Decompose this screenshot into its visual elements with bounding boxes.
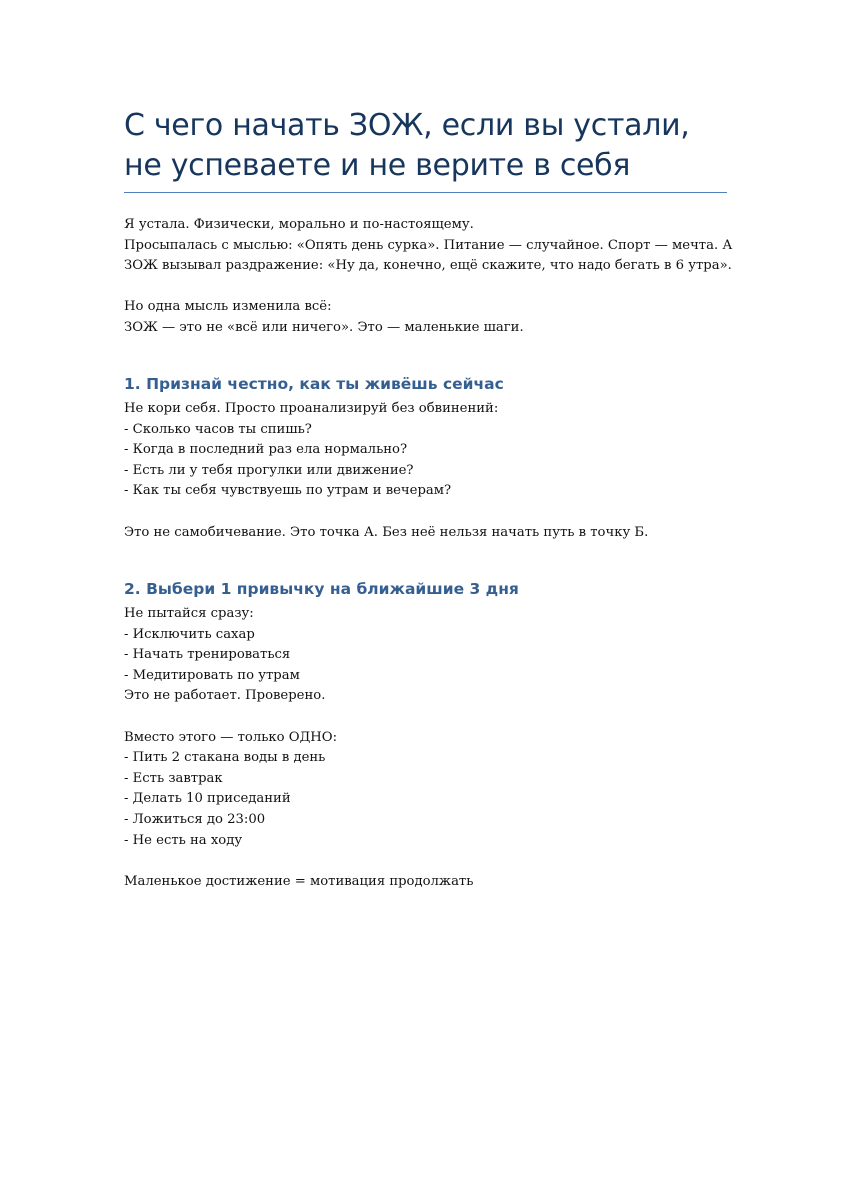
text-line xyxy=(124,502,734,523)
text-line: ЗОЖ вызывал раздражение: «Ну да, конечно, ещё скажите, что надо бегать в 6 утра». xyxy=(124,258,732,274)
text-line: Я устала. Физически, морально и по-настоящему. xyxy=(124,217,474,232)
text-line: Это не самобичевание. Это точка А. Без неё нельзя начать путь в точку Б. xyxy=(124,524,649,540)
intro-paragraph xyxy=(124,215,734,339)
text-line: - Исключить сахар xyxy=(124,626,255,642)
section-2-body xyxy=(124,604,734,892)
section-1-body xyxy=(124,399,734,543)
section-2-heading: 2. Выбери 1 привычку на ближайшие 3 дня xyxy=(124,580,519,598)
text-line: - Не есть на ходу xyxy=(124,832,243,848)
text-line: - Как ты себя чувствуешь по утрам и вечерам? xyxy=(124,483,452,499)
text-line: Вместо этого — только ОДНО: xyxy=(124,729,338,745)
text-line: - Есть завтрак xyxy=(124,770,223,786)
text-line: Маленькое достижение = мотивация продолжать xyxy=(124,873,474,889)
text-line xyxy=(124,277,734,298)
document-title: С чего начать ЗОЖ, если вы устали, не успеваете и не верите в себя xyxy=(124,108,690,183)
title-divider xyxy=(124,192,727,193)
text-line: - Начать тренироваться xyxy=(124,647,291,663)
text-line xyxy=(124,851,734,872)
text-line: - Когда в последний раз ела нормально? xyxy=(124,442,408,458)
text-line: - Медитировать по утрам xyxy=(124,667,300,683)
text-line: - Сколько часов ты спишь? xyxy=(124,421,312,437)
text-line xyxy=(124,707,734,728)
text-line: - Есть ли у тебя прогулки или движение? xyxy=(124,462,414,478)
text-line: Это не работает. Проверено. xyxy=(124,688,326,704)
text-line: Но одна мысль изменила всё: xyxy=(124,299,332,315)
section-1-heading: 1. Признай честно, как ты живёшь сейчас xyxy=(124,375,504,393)
text-line: Просыпалась с мыслью: «Опять день сурка». Питание — случайное. Спорт — мечта. А xyxy=(124,237,733,253)
text-line: - Пить 2 стакана воды в день xyxy=(124,750,326,766)
text-line: ЗОЖ — это не «всё или ничего». Это — маленькие шаги. xyxy=(124,319,524,335)
text-line: - Ложиться до 23:00 xyxy=(124,811,266,827)
text-line: Не пытайся сразу: xyxy=(124,606,254,621)
text-line: Не кори себя. Просто проанализируй без обвинений: xyxy=(124,401,499,416)
text-line: - Делать 10 приседаний xyxy=(124,791,291,807)
